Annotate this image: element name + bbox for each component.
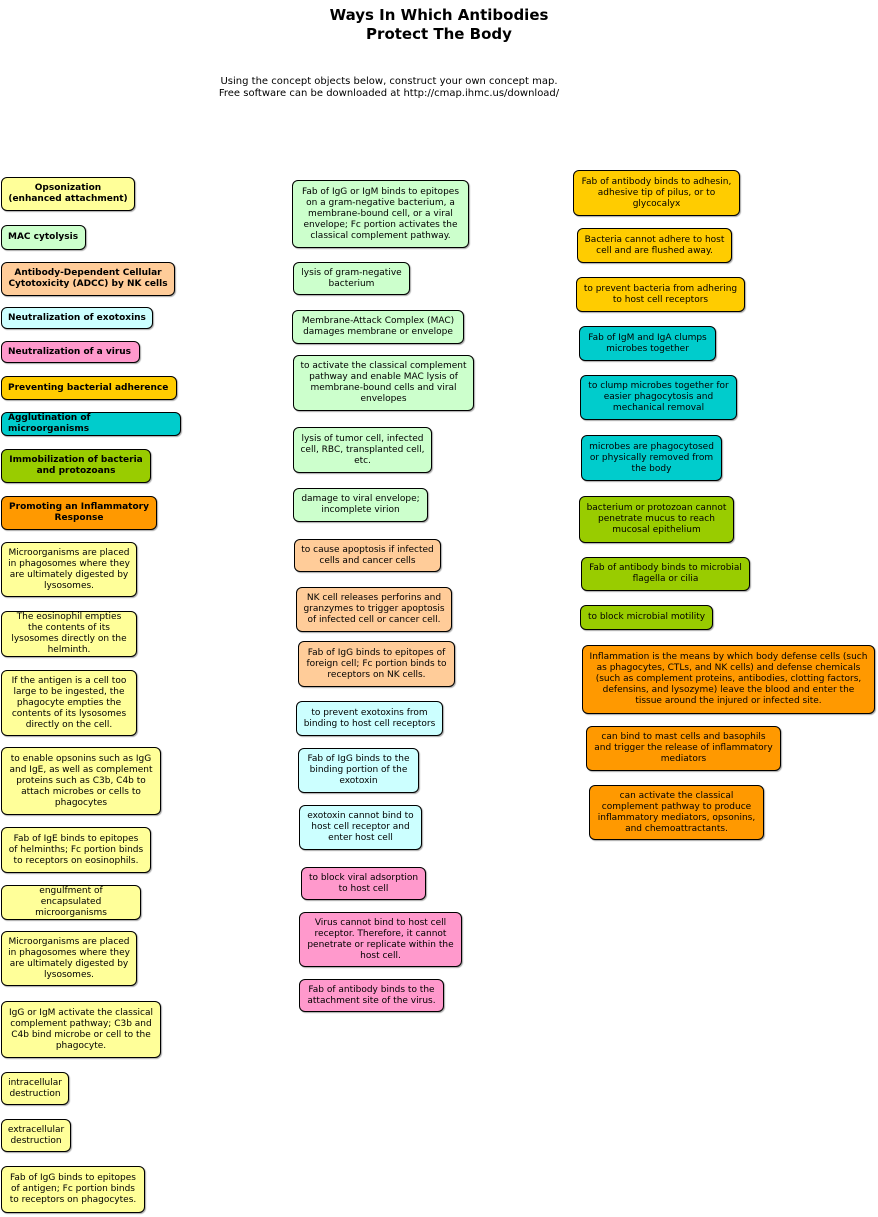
middle-concept-7[interactable]: to cause apoptosis if infected cells and cancer cells (294, 539, 441, 572)
middle-concept-2[interactable]: lysis of gram-negative bacterium (293, 262, 410, 295)
right-concept-11[interactable]: can bind to mast cells and basophils and trigger the release of inflammatory mediators (586, 726, 781, 771)
left-concept-4[interactable]: to enable opsonins such as IgG and IgE, as well as complement proteins such as C3b, C4b to attach microbes or cells to phagocytes (1, 747, 161, 815)
middle-concept-14[interactable]: Virus cannot bind to host cell receptor. Therefore, it cannot penetrate or replicate within the host cell. (299, 912, 462, 967)
instructions (0, 76, 778, 100)
left-concept-7[interactable]: Microorganisms are placed in phagosomes where they are ultimately digested by lysosomes. (1, 931, 137, 986)
middle-concept-11[interactable]: Fab of IgG binds to the binding portion of the exotoxin (298, 748, 419, 793)
right-concept-1[interactable]: Fab of antibody binds to adhesin, adhesive tip of pilus, or to glycocalyx (573, 170, 740, 216)
right-concept-3[interactable]: to prevent bacteria from adhering to host cell receptors (576, 277, 745, 312)
middle-concept-1[interactable]: Fab of IgG or IgM binds to epitopes on a gram-negative bacterium, a membrane-bound cell, or a viral envelope; Fc portion activates the classical complement pathway. (292, 180, 469, 248)
left-concept-8[interactable]: IgG or IgM activate the classical complement pathway; C3b and C4b bind microbe or cell to the phagocyte. (1, 1001, 161, 1058)
category-adcc[interactable]: Antibody-Dependent Cellular Cytotoxicity (ADCC) by NK cells (1, 262, 175, 296)
instructions-line-2: Free software can be downloaded at http://cmap.ihmc.us/download/ (218, 88, 560, 99)
middle-concept-13[interactable]: to block viral adsorption to host cell (301, 867, 426, 900)
right-concept-9[interactable]: to block microbial motility (580, 605, 713, 630)
left-concept-2[interactable]: The eosinophil empties the contents of its lysosomes directly on the helminth. (1, 611, 137, 657)
left-concept-9[interactable]: intracellular destruction (1, 1072, 69, 1105)
category-neutralization-exotoxins[interactable]: Neutralization of exotoxins (1, 307, 153, 329)
right-concept-8[interactable]: Fab of antibody binds to microbial flagella or cilia (581, 557, 750, 591)
right-concept-2[interactable]: Bacteria cannot adhere to host cell and are flushed away. (577, 228, 732, 263)
right-concept-4[interactable]: Fab of IgM and IgA clumps microbes together (579, 326, 716, 361)
category-preventing-adherence[interactable]: Preventing bacterial adherence (1, 376, 177, 400)
category-neutralization-virus[interactable]: Neutralization of a virus (1, 341, 140, 363)
right-concept-6[interactable]: microbes are phagocytosed or physically removed from the body (581, 435, 722, 481)
category-mac-cytolysis[interactable]: MAC cytolysis (1, 225, 86, 250)
middle-concept-9[interactable]: Fab of IgG binds to epitopes of foreign cell; Fc portion binds to receptors on NK cells. (298, 641, 455, 687)
title-line-1: Ways In Which Antibodies (329, 6, 549, 24)
category-immobilization[interactable]: Immobilization of bacteria and protozoans (1, 449, 151, 483)
middle-concept-15[interactable]: Fab of antibody binds to the attachment site of the virus. (299, 979, 444, 1012)
category-agglutination[interactable]: Agglutination of microorganisms (1, 412, 181, 436)
right-concept-12[interactable]: can activate the classical complement pathway to produce inflammatory mediators, opsonins, and chemoattractants. (589, 785, 764, 840)
page-title (0, 6, 878, 44)
right-concept-10[interactable]: Inflammation is the means by which body defense cells (such as phagocytes, CTLs, and NK cells) and defense chemicals (such as complement proteins, antibodies, clotting factors, defensins, and lysozyme) leave the blood and enter the tissue around the injured or infected site. (582, 645, 875, 714)
category-opsonization[interactable]: Opsonization (enhanced attachment) (1, 177, 135, 211)
left-concept-11[interactable]: Fab of IgG binds to epitopes of antigen; Fc portion binds to receptors on phagocytes. (1, 1166, 145, 1213)
right-concept-7[interactable]: bacterium or protozoan cannot penetrate mucus to reach mucosal epithelium (579, 496, 734, 543)
left-concept-5[interactable]: Fab of IgE binds to epitopes of helminths; Fc portion binds to receptors on eosinophils. (1, 827, 151, 873)
category-inflammatory-response[interactable]: Promoting an Inflammatory Response (1, 496, 157, 530)
middle-concept-10[interactable]: to prevent exotoxins from binding to host cell receptors (296, 701, 443, 736)
middle-concept-8[interactable]: NK cell releases perforins and granzymes to trigger apoptosis of infected cell or cancer cell. (296, 587, 452, 632)
middle-concept-3[interactable]: Membrane-Attack Complex (MAC) damages membrane or envelope (292, 310, 464, 344)
instructions-line-1: Using the concept objects below, construct your own concept map. (220, 76, 558, 87)
middle-concept-12[interactable]: exotoxin cannot bind to host cell receptor and enter host cell (299, 805, 422, 850)
middle-concept-4[interactable]: to activate the classical complement pathway and enable MAC lysis of membrane-bound cells and viral envelopes (293, 355, 474, 411)
middle-concept-5[interactable]: lysis of tumor cell, infected cell, RBC, transplanted cell, etc. (293, 427, 432, 473)
left-concept-10[interactable]: extracellular destruction (1, 1119, 71, 1152)
middle-concept-6[interactable]: damage to viral envelope; incomplete virion (293, 488, 428, 522)
left-concept-3[interactable]: If the antigen is a cell too large to be ingested, the phagocyte empties the contents of its lysosomes directly on the cell. (1, 670, 137, 736)
right-concept-5[interactable]: to clump microbes together for easier phagocytosis and mechanical removal (580, 375, 737, 420)
left-concept-1[interactable]: Microorganisms are placed in phagosomes where they are ultimately digested by lysosomes. (1, 542, 137, 597)
left-concept-6[interactable]: engulfment of encapsulated microorganisms (1, 885, 141, 920)
title-line-2: Protect The Body (366, 25, 512, 43)
